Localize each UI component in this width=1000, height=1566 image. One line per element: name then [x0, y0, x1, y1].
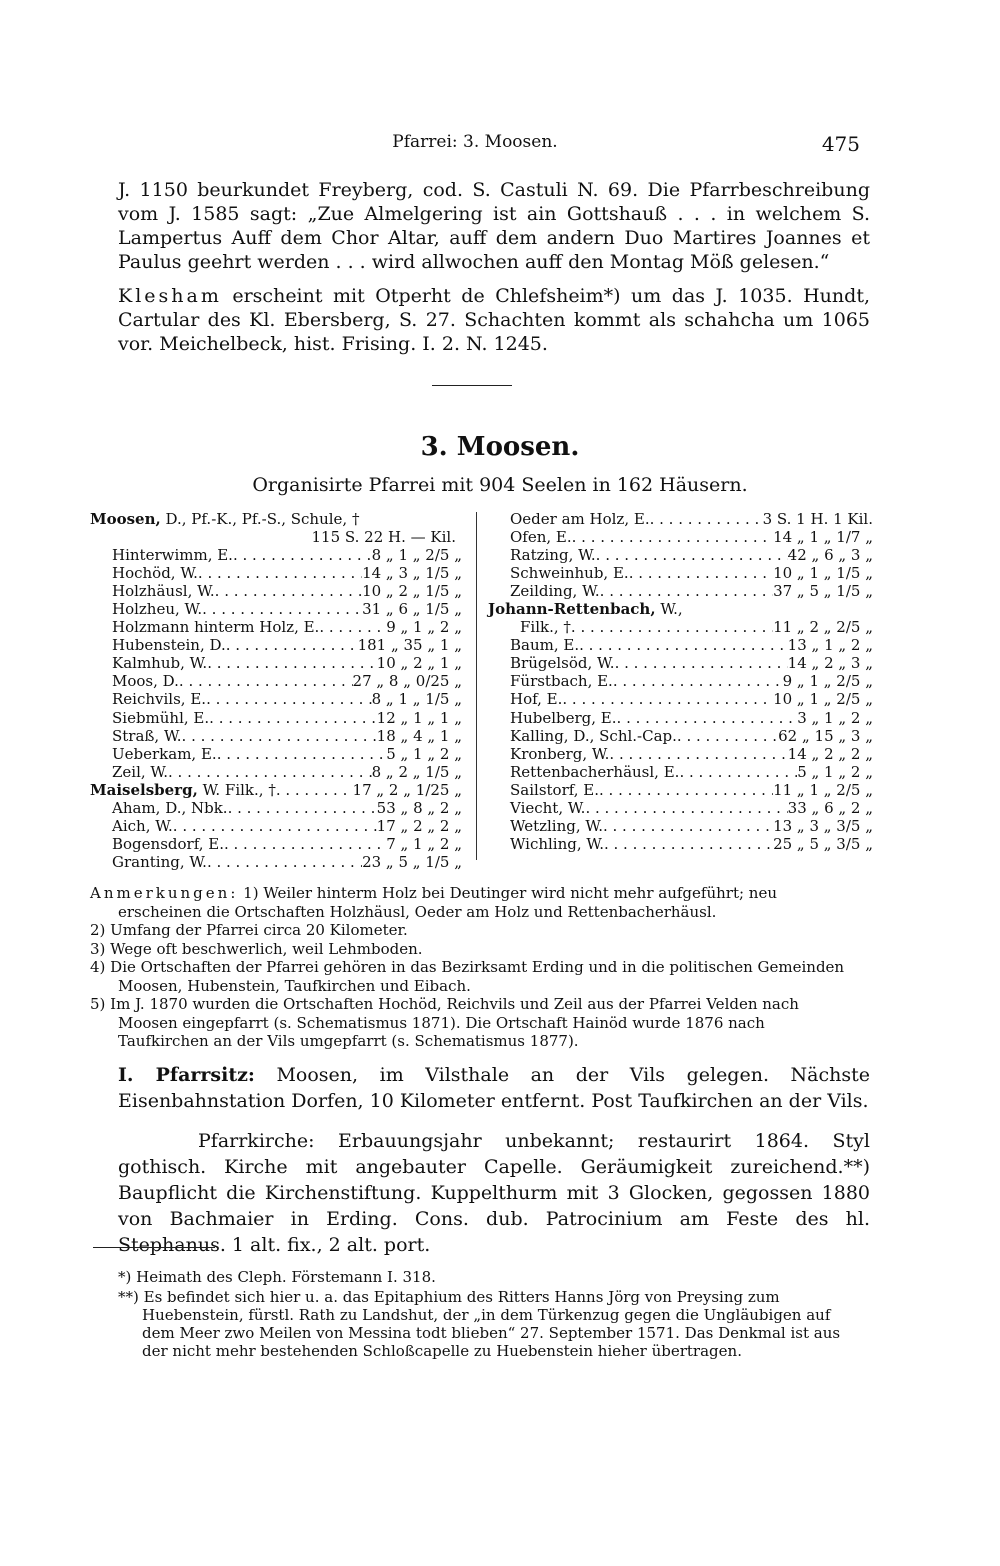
note-1 — [90, 884, 860, 921]
table-row — [488, 690, 873, 708]
place-values: 53 „ 8 „ 2 „ — [376, 798, 462, 817]
table-head-values — [90, 528, 462, 546]
head-rest: D., Pf.-K., Pf.-S., Schule, † — [165, 510, 360, 528]
place-values: 14 „ 1 „ 1/7 „ — [773, 528, 873, 547]
place-name: Rettenbacherhäusl, E. — [510, 762, 680, 781]
page-number: 475 — [821, 132, 860, 156]
table-row — [488, 510, 873, 528]
place-values: 23 „ 5 „ 1/5 „ — [362, 852, 462, 871]
pfarrkirche-paragraph — [118, 1128, 870, 1258]
place-values: 11 „ 1 „ 2/5 „ — [773, 780, 873, 799]
head-values: 115 S. 22 H. — Kil. — [311, 528, 456, 547]
table-row — [488, 763, 873, 781]
place-name: Hof, E. — [510, 690, 563, 709]
place-name: Holzheu, W. — [112, 600, 203, 619]
place-values: 9 „ 1 „ 2 „ — [386, 618, 462, 637]
table-row — [90, 745, 462, 763]
pfarrkirche-label: Pfarrkirche: — [198, 1130, 315, 1152]
place-values: 9 „ 1 „ 2/5 „ — [782, 672, 873, 691]
note-5: 5) Im J. 1870 wurden die Ortschaften Hochöd, Reichvils und Zeil aus der Pfarrei Velden nach Moosen eingepfarrt (s. Schematismus 1871). Die Ortschaft Hainöd wurde 1876 nach Taufkirchen an der Vils umgepfarrt (s. Schematismus 1877). — [90, 995, 799, 1050]
place-name: Kalling, D., Schl.-Cap. — [510, 726, 677, 745]
place-name: Ueberkam, E. — [112, 744, 217, 763]
place-values: 42 „ 6 „ 3 „ — [787, 546, 873, 565]
place-name: Zeilding, W. — [510, 582, 600, 601]
table-head-moosen — [90, 510, 462, 528]
place-name: Reichvils, E. — [112, 690, 207, 709]
place-values: 8 „ 1 „ 1/5 „ — [371, 690, 462, 709]
place-values: 7 „ 1 „ 2 „ — [386, 834, 462, 853]
place-name: Wetzling, W. — [510, 816, 603, 835]
place-values: 13 „ 3 „ 3/5 „ — [773, 816, 873, 835]
rhead-line2: Filk., † — [520, 618, 571, 637]
place-values: 62 „ 15 „ 3 „ — [778, 726, 873, 745]
head2-values: 17 „ 2 „ 1/25 „ — [352, 780, 462, 799]
table-head-maiselsberg — [90, 781, 462, 799]
place-name: Holzmann hinterm Holz, E. — [112, 618, 320, 637]
table-row — [90, 835, 462, 853]
place-name: Straß, W. — [112, 726, 182, 745]
klesham-name: Klesham — [118, 285, 222, 307]
place-name: Wichling, W. — [510, 834, 604, 853]
rhead-values: 11 „ 2 „ 2/5 „ — [773, 618, 873, 637]
table-row — [488, 672, 873, 690]
place-name: Granting, W. — [112, 852, 207, 871]
table-row — [90, 618, 462, 636]
right-rows-2 — [488, 636, 873, 853]
rhead-name: Johann-Rettenbach, — [488, 600, 656, 619]
place-name: Ofen, E. — [510, 528, 572, 547]
table-head-johann-rettenbach — [488, 600, 873, 618]
note-4: 4) Die Ortschaften der Pfarrei gehören in das Bezirksamt Erding und in die politischen Gemeinden Moosen, Hubenstein, Taufkirchen und Eibach. — [90, 958, 845, 995]
intro-paragraph — [118, 178, 870, 274]
place-name: Aich, W. — [112, 816, 173, 835]
table-row — [90, 853, 462, 871]
table-row — [90, 727, 462, 745]
place-name: Holzhäusl, W. — [112, 582, 215, 601]
head2-name: Maiselsberg, — [90, 780, 198, 799]
place-name: Fürstbach, E. — [510, 672, 613, 691]
footnote-1: *) Heimath des Cleph. Förstemann I. 318. — [118, 1268, 436, 1286]
table-row — [488, 727, 873, 745]
table-row — [488, 564, 873, 582]
place-values: 8 „ 2 „ 1/5 „ — [371, 762, 462, 781]
places-table-left — [90, 510, 462, 871]
place-name: Bogensdorf, E. — [112, 834, 224, 853]
head2-rest: W. Filk., † — [202, 780, 276, 799]
place-name: Moos, D. — [112, 672, 179, 691]
section-separator — [432, 385, 512, 386]
left-rows — [90, 546, 462, 781]
pfarrkirche-text: Erbauungsjahr unbekannt; restaurirt 1864. Styl gothisch. Kirche mit angebauter Capelle. Geräumigkeit zureichend.**) Baupflicht die Kirchenstiftung. Kuppelthurm mit 3 Glocken, gegossen 1880 von Bachmaier in Erding. Cons. dub. Patrocinium am Feste des hl. Stephanus. 1 alt. fix., 2 alt. port. — [118, 1130, 870, 1256]
rhead-rest: W., — [660, 600, 683, 619]
place-name: Viecht, W. — [510, 798, 586, 817]
running-title: Pfarrei: 3. Moosen. — [392, 132, 558, 152]
place-name: Sailstorf, E. — [510, 780, 600, 799]
table-row — [90, 636, 462, 654]
annotations — [90, 884, 860, 1051]
table-row — [90, 672, 462, 690]
table-row — [488, 546, 873, 564]
place-values: 10 „ 1 „ 1/5 „ — [773, 564, 873, 583]
notes-lead: Anmerkungen: — [90, 884, 239, 902]
place-name: Hubelberg, E. — [510, 708, 617, 727]
table-row — [90, 817, 462, 835]
table-head-johann-line2 — [488, 618, 873, 636]
pfarrsitz-section — [118, 1062, 870, 1258]
table-row — [90, 600, 462, 618]
table-row — [90, 690, 462, 708]
head-name: Moosen, — [90, 510, 161, 528]
place-values: 27 „ 8 „ 0/25 „ — [352, 672, 462, 691]
place-name: Kalmhub, W. — [112, 654, 208, 673]
table-row — [488, 636, 873, 654]
place-values: 10 „ 1 „ 2/5 „ — [773, 690, 873, 709]
place-name: Schweinhub, E. — [510, 564, 629, 583]
table-row — [488, 582, 873, 600]
place-values: 181 „ 35 „ 1 „ — [357, 636, 462, 655]
pfarrsitz-text: Moosen, im Vilsthale an der Vils gelegen. Nächste Eisenbahnstation Dorfen, 10 Kilometer entfernt. Post Taufkirchen an der Vils. — [118, 1064, 870, 1112]
place-name: Hinterwimm, E. — [112, 546, 233, 565]
section-subtitle: Organisirte Pfarrei mit 904 Seelen in 162 Häusern. — [252, 474, 748, 496]
place-values: 17 „ 2 „ 2 „ — [376, 816, 462, 835]
paragraph-2-rest: erscheint mit Otperht de Chlefsheim*) um das J. 1035. Hundt, Cartular des Kl. Ebersberg, S. 27. Schachten kommt als schahcha um 1065 vor. Meichelbeck, hist. Frising. I. 2. N. 1245. — [118, 285, 870, 355]
place-name: Aham, D., Nbk. — [112, 798, 228, 817]
table-row — [90, 799, 462, 817]
table-row — [90, 709, 462, 727]
place-name: Hochöd, W. — [112, 564, 198, 583]
place-name: Kronberg, W. — [510, 744, 610, 763]
places-table-right — [488, 510, 873, 853]
note-1-text: 1) Weiler hinterm Holz bei Deutinger wird nicht mehr aufgeführt; neu erscheinen die Ortschaften Holzhäusl, Oeder am Holz und Rettenbacherhäusl. — [118, 884, 777, 921]
page-header — [90, 132, 860, 158]
table-row — [90, 582, 462, 600]
place-values: 37 „ 5 „ 1/5 „ — [773, 582, 873, 601]
note-2: 2) Umfang der Pfarrei circa 20 Kilometer. — [90, 921, 408, 939]
place-values: 5 „ 1 „ 2 „ — [797, 762, 873, 781]
klesham-paragraph — [118, 284, 870, 356]
note-3: 3) Wege oft beschwerlich, weil Lehmboden. — [90, 939, 423, 958]
place-values: 31 „ 6 „ 1/5 „ — [362, 600, 462, 619]
table-row — [488, 528, 873, 546]
footnote-rule — [93, 1247, 215, 1248]
pfarrsitz-label: I. Pfarrsitz: — [118, 1064, 255, 1086]
paragraph-1: J. 1150 beurkundet Freyberg, cod. S. Castuli N. 69. Die Pfarrbeschreibung vom J. 1585 sagt: „Zue Almelgering ist ain Gottshauß . . . in welchem S. Lampertus Auff dem Chor Altar, auff dem andern Duo Martires Joannes et Paulus geehrt werden . . . wird allwochen auff den Montag Möß gelesen.“ — [118, 179, 870, 273]
table-row — [488, 745, 873, 763]
place-values: 18 „ 4 „ 1 „ — [376, 726, 462, 745]
place-values: 14 „ 3 „ 1/5 „ — [362, 564, 462, 583]
right-rows — [488, 510, 873, 600]
column-divider — [476, 512, 477, 860]
section-title: 3. Moosen. — [420, 432, 580, 462]
footnotes — [118, 1268, 860, 1362]
place-values: 25 „ 5 „ 3/5 „ — [773, 834, 873, 853]
table-row — [488, 709, 873, 727]
footnote-2: **) Es befindet sich hier u. a. das Epitaphium des Ritters Hanns Jörg von Preysing zum Huebenstein, fürstl. Rath zu Landshut, der „in dem Türkenzug gegen die Ungläubigen auf dem Meer zwo Meilen von Messina todt blieben“ 27. September 1571. Das Denkmal ist aus der nicht mehr bestehenden Schloßcapelle zu Huebenstein hieher übertragen. — [118, 1288, 841, 1360]
paragraph-2 — [118, 284, 870, 356]
place-name: Zeil, W. — [112, 762, 168, 781]
place-values: 12 „ 1 „ 1 „ — [376, 708, 462, 727]
place-name: Oeder am Holz, E. — [510, 510, 650, 528]
table-row — [488, 817, 873, 835]
table-row — [488, 781, 873, 799]
place-values: 14 „ 2 „ 2 „ — [787, 744, 873, 763]
place-values: 10 „ 2 „ 1/5 „ — [362, 582, 462, 601]
table-row — [90, 654, 462, 672]
place-values: 14 „ 2 „ 3 „ — [787, 654, 873, 673]
place-name: Hubenstein, D. — [112, 636, 226, 655]
place-name: Siebmühl, E. — [112, 708, 210, 727]
place-values: 5 „ 1 „ 2 „ — [386, 744, 462, 763]
table-row — [90, 546, 462, 564]
place-name: Baum, E. — [510, 636, 580, 655]
table-row — [488, 654, 873, 672]
table-row — [488, 835, 873, 853]
table-row — [488, 799, 873, 817]
place-values: 3 „ 1 „ 2 „ — [797, 708, 873, 727]
pfarrsitz-paragraph — [118, 1062, 870, 1114]
table-row — [90, 564, 462, 582]
place-values: 33 „ 6 „ 2 „ — [787, 798, 873, 817]
place-name: Ratzing, W. — [510, 546, 596, 565]
place-name: Brügelsöd, W. — [510, 654, 615, 673]
place-values: 3 S. 1 H. 1 Kil. — [762, 510, 873, 528]
place-values: 10 „ 2 „ 1 „ — [376, 654, 462, 673]
place-values: 8 „ 1 „ 2/5 „ — [371, 546, 462, 565]
table-row — [90, 763, 462, 781]
place-values: 13 „ 1 „ 2 „ — [787, 636, 873, 655]
left-rows-2 — [90, 799, 462, 871]
